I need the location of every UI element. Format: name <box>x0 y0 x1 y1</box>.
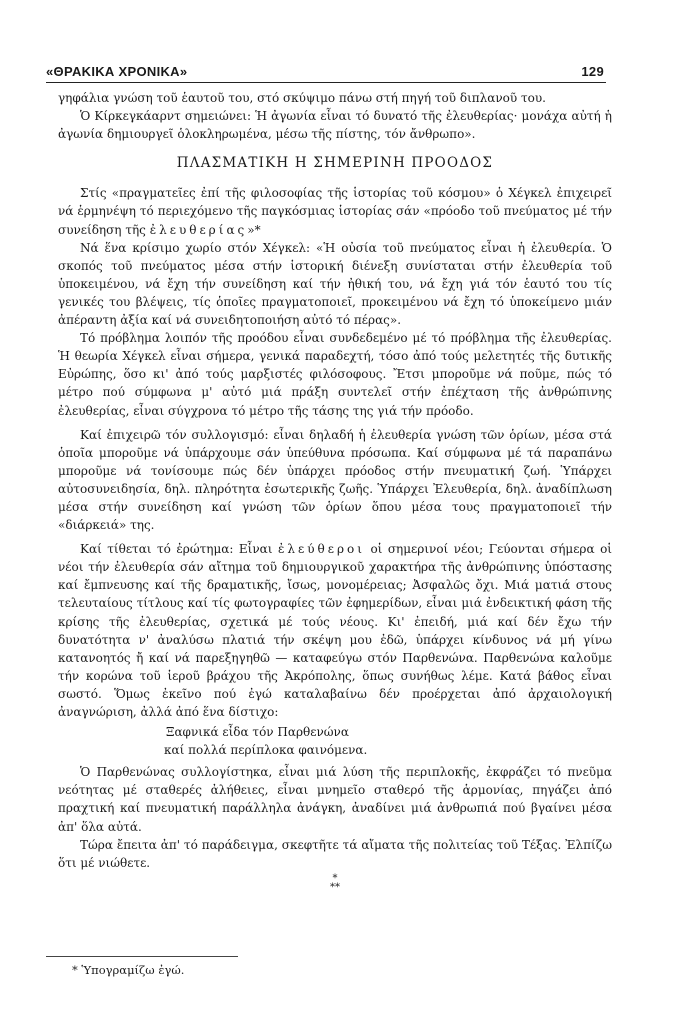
opening-line: γηφάλια γνώση τοῦ ἑαυτοῦ του, στό σκύψιμο πάνω στή πηγή τοῦ διπλανοῦ του. <box>58 91 546 105</box>
verse-line-1: Ξαφνικά εἶδα τόν Παρθενώνα <box>166 725 349 740</box>
asterism-top: * <box>332 872 338 884</box>
paragraph-5-rest: οἱ σημερινοί νέοι; Γεύονται σήμερα οἱ νέοι τήν ἐλευθερία σάν αἴτημα τοῦ δημιουργικοῦ χαρακτήρα τῆς ἀνθρώπινης ὑπόστασης καί ἔμπνευσης καί τῆς δραματικῆς, ἴσως, μονομέρειας; Ἀσφαλῶς ὄχι. Μιά ματιά στους τελευταίους τίτλους καί τίς φωτογραφίες τῶν ἐφημερίδων, εἶναι μιά ἐνδεικτική φάση τῆς κρίσης τῆς ἐλευθερίας, σχετικά μέ τούς νέους. Κι' ἐπειδή, μιά καί δέν ἔχω τήν δυνατότητα ν' ἀναλύσω πλατιά τήν σκέψη μου ἐδῶ, ὑπάρχει κίνδυνος νά μή γίνω κατανοητός ἤ καί νά παρεξηγηθῶ — καταφεύγω στόν Παρθενώνα. Παρθενώνα καλοῦμε τήν κορώνα τοῦ ἱεροῦ βράχου τῆς Ἀκρόπολης, ὅπως συνήθως λέμε. Κατά βάθος εἶναι σωστό. Ὅμως ἐκεῖνο πού ἐγώ καταλαβαίνω δέν προέρχεται ἀπό ἀρχαιολογική ἀναγνώριση, ἀλλά ἀπό ἕνα δίστιχο: <box>58 542 612 719</box>
footnote-rule <box>46 956 238 957</box>
distich <box>58 723 612 759</box>
paragraph-4: Καί ἐπιχειρῶ τόν συλλογισμό: εἶναι δηλαδή ἡ ἐλευθερία γνώση τῶν ὁρίων, μέσα στά ὁποῖα μποροῦμε νά ὑπάρχουμε σάν ὑπεύθυνα πρόσωπα. Καί σύμφωνα μέ τά παραπάνω μποροῦμε νά τονίσουμε πώς δέν ὑπάρχει πρόοδος στήν πνευματική ζωή. Ὑπάρχει αὐτοσυνειδησία, δηλ. πληρότητα ἐσωτερικῆς ζωῆς. Ὑπάρχει Ἐλευθερία, δηλ. ἀναδίπλωση μέσα στήν συνείδηση καί γνώση τῶν ὁρίων ὅπου μέσα τους πραγματοποιεῖ τήν «διάρκειά» της. <box>58 427 612 533</box>
opening-quote: Ὁ Κίρκεγκάαρντ σημειώνει: Ἡ ἀγωνία εἶναι τό δυνατό τῆς ἐλευθερίας· μονάχα αὐτή ἡ ἀγωνία δημιουργεῖ ὁλοκληρωμένα, μέσω τῆς πίστης, τόν ἄνθρωπο». <box>58 109 612 142</box>
paragraph-2: Νά ἕνα κρίσιμο χωρίο στόν Χέγκελ: «Ἡ οὐσία τοῦ πνεύματος εἶναι ἡ ἐλευθερία. Ὁ σκοπός τοῦ πνεύματος μέσα στήν ἱστορική διένεξη συνίσταται στήν ἐλευθερία τοῦ ὑποκειμένου, νά ἔχη τήν συνείδηση καί τήν ἠθική του, νά ἔχη γιά τόν ἑαυτό του τίς γενικές του βλέψεις, τίς ὁποῖες πραγματοποιεῖ, προκειμένου νά ἔχη τό ὑποκείμενο μιάν ἀπέραντη ἀξία καί νά συνειδητοποιήση αὐτό τό πέρας». <box>58 240 612 328</box>
footnote: * Ὑπογραμίζω ἐγώ. <box>72 963 185 977</box>
running-header <box>46 62 606 83</box>
journal-title: «ΘΡΑΚΙΚΑ ΧΡΟΝΙΚΑ» <box>46 64 188 79</box>
asterism <box>58 874 612 892</box>
paragraph-1-end: »* <box>247 222 261 237</box>
section-heading: ΠΛΑΣΜΑΤΙΚΗ Η ΣΗΜΕΡΙΝΗ ΠΡΟΟΔΟΣ <box>176 155 494 172</box>
asterism-bottom: ** <box>330 881 340 893</box>
paragraph-6: Ὁ Παρθενώνας συλλογίστηκα, εἶναι μιά λύση τῆς περιπλοκῆς, ἐκφράζει τό πνεῦμα νεότητας μέ σταθερές ἀλήθειες, εἶναι μνημεῖο σταθερό τῆς ἁρμονίας, πηγάζει ἀπό πραχτική καί πνευματική παράλληλα ἀνάγκη, ἀναδίνει μιά ἀνθρωπιά πού βγαίνει μέσα ἀπ' ὅλα αὐτά. <box>58 765 612 834</box>
verse-line-2: καί πολλά περίπλοκα φαινόμενα. <box>164 743 368 758</box>
paragraph-3: Τό πρόβλημα λοιπόν τῆς προόδου εἶναι συνδεδεμένο μέ τό πρόβλημα τῆς ἐλευθερίας. Ἡ θεωρία Χέγκελ εἶναι σήμερα, γενικά παραδεχτή, τόσο ἀπό τούς μελετητές τῆς δυτικῆς Εὐρώπης, ὅσο κι' ἀπό τούς μαρξιστές φιλόσοφους. Ἔτσι μποροῦμε νά ποῦμε, πώς τό μέτρο πού σύμφωνα μ' αὐτό μιά πράξη συντελεῖ στήν ἐπέχταση τῆς ἀνθρώπινης ἐλευθερίας, εἶναι σύγχρονα τό μέτρο τῆς τάσης της γιά τήν πρόοδο. <box>58 331 612 418</box>
paragraph-1 <box>58 184 612 238</box>
page-number: 129 <box>581 64 604 79</box>
paragraph-5 <box>58 540 612 721</box>
paragraph-5-start: Καί τίθεται τό ἐρώτημα: Εἶναι <box>80 542 278 557</box>
paragraph-1-text: Στίς «πραγματεῖες ἐπί τῆς φιλοσοφίας τῆς ἱστορίας τοῦ κόσμου» ὁ Χέγκελ ἐπιχειρεῖ νά ἑρμηνέψη τό περιεχόμενο τῆς παγκόσμιας ἱστορίας σάν «πρόοδο τοῦ πνεύματος μέ τήν συνείδηση τῆς <box>58 186 612 237</box>
spaced-word: ἐλεύθεροι <box>277 542 365 557</box>
article-body <box>58 89 612 892</box>
spaced-word: ἐλευθερίας <box>149 222 248 237</box>
paragraph-7: Τώρα ἔπειτα ἀπ' τό παράδειγμα, σκεφτῆτε τά αἴματα τῆς πολιτείας τοῦ Τέξας. Ἐλπίζω ὅτι μέ νιώθετε. <box>58 837 612 870</box>
